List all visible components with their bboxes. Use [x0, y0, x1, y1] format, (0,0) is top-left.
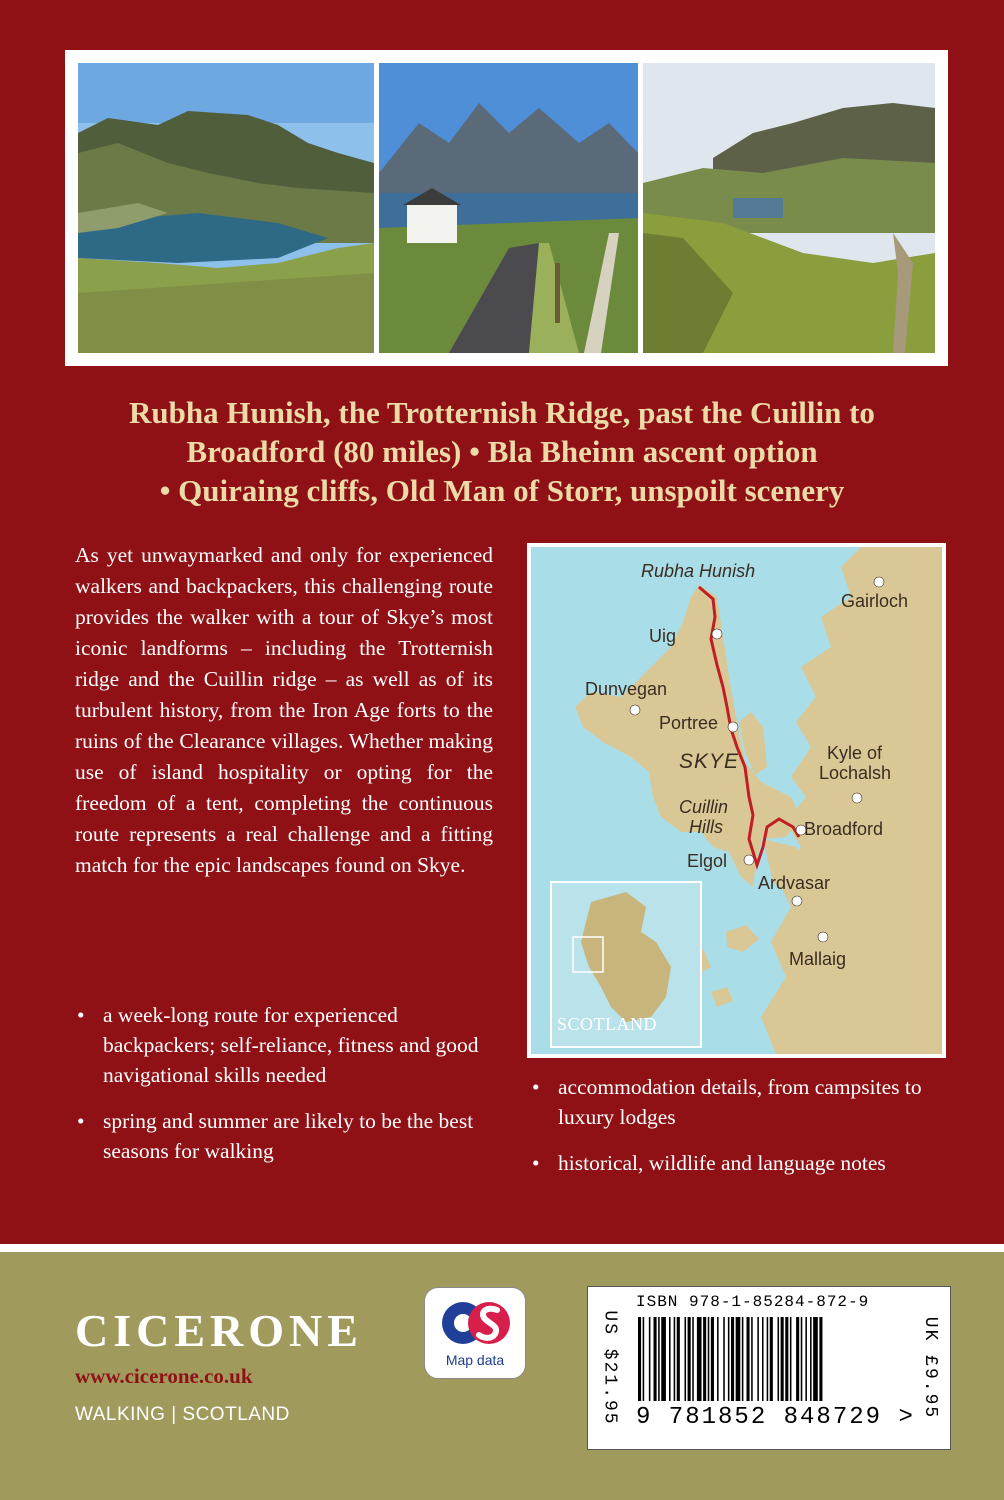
map-label-ardvasar: Ardvasar — [758, 873, 831, 893]
map-label-skye: SKYE — [679, 750, 740, 773]
os-map-data-badge — [424, 1287, 526, 1379]
feature-list-right — [530, 1072, 950, 1194]
photo-rubha-hunish-coast — [78, 63, 374, 353]
map-label-kyle-line-1: Kyle of — [827, 743, 883, 763]
photo-elgol-road — [379, 63, 638, 353]
map-label-dunvegan: Dunvegan — [585, 679, 668, 699]
bullet-icon: • — [532, 1151, 540, 1175]
publisher-logo: CICERONE — [75, 1305, 363, 1356]
price-us: US $21.95 — [600, 1310, 620, 1426]
route-map — [527, 543, 946, 1058]
bullet-icon: • — [77, 1109, 85, 1133]
photo-trotternish-ridge — [643, 63, 935, 353]
headline — [70, 393, 934, 510]
barcode-digits: 9 781852 848729 > — [636, 1404, 915, 1431]
map-label-kyle-line-2: Lochalsh — [819, 763, 892, 783]
book-description: As yet unwaymarked and only for experienced walkers and backpackers, this challenging route provides the walker with a tour of Skye’s most iconic landforms – including the Trotternish ridge and the Cuillin ridge – as well as of its turbulent history, from the Iron Age forts to the ruins of the Clearance villages. Whether making use of island hospitality or opting for the freedom of a tent, completing the continuous route represents a real challenge and a fitting match for the epic landscapes found on Skye. — [75, 543, 493, 877]
bullet-icon: • — [532, 1075, 540, 1099]
photo-strip — [65, 50, 948, 366]
headline-line-3: • Quiraing cliffs, Old Man of Storr, unspoilt scenery — [159, 473, 845, 508]
os-badge-label: Map data — [445, 1352, 505, 1368]
map-label-portree: Portree — [659, 713, 719, 733]
publisher-website: www.cicerone.co.uk — [75, 1364, 253, 1388]
price-us-container — [592, 1287, 628, 1449]
isbn-text: ISBN 978-1-85284-872-9 — [636, 1293, 870, 1311]
feature-list-left — [75, 1000, 505, 1182]
price-uk-container — [912, 1287, 948, 1449]
barcode-block — [587, 1286, 951, 1450]
map-label-cuillin-line-2: Hills — [689, 817, 723, 837]
map-label-scotland: SCOTLAND — [557, 1014, 658, 1034]
map-label-gairloch: Gairloch — [841, 591, 909, 611]
book-category: WALKING | SCOTLAND — [75, 1404, 290, 1425]
headline-line-2: Broadford (80 miles) • Bla Bheinn ascent option — [186, 434, 818, 469]
list-item: • historical, wildlife and language notes — [530, 1148, 950, 1178]
list-item: • a week-long route for experienced backpackers; self-reliance, fitness and good navigational skills needed — [75, 1000, 505, 1090]
os-logo-icon — [439, 1294, 511, 1352]
footer-divider — [0, 1244, 1004, 1252]
barcode-icon — [638, 1317, 902, 1401]
map-label-broadford: Broadford — [804, 819, 884, 839]
bullet-icon: • — [77, 1003, 85, 1027]
route-map-graphic — [531, 547, 942, 1054]
map-label-cuillin-line-1: Cuillin — [679, 797, 729, 817]
map-label-mallaig: Mallaig — [789, 949, 847, 969]
map-label-elgol: Elgol — [687, 851, 728, 871]
list-item: • accommodation details, from campsites to luxury lodges — [530, 1072, 950, 1132]
headline-line-1: Rubha Hunish, the Trotternish Ridge, past the Cuillin to — [129, 395, 875, 430]
list-item: • spring and summer are likely to be the best seasons for walking — [75, 1106, 505, 1166]
map-label-rubha-hunish: Rubha Hunish — [641, 561, 756, 581]
price-uk: UK £9.95 — [920, 1316, 941, 1420]
map-label-uig: Uig — [649, 626, 677, 646]
